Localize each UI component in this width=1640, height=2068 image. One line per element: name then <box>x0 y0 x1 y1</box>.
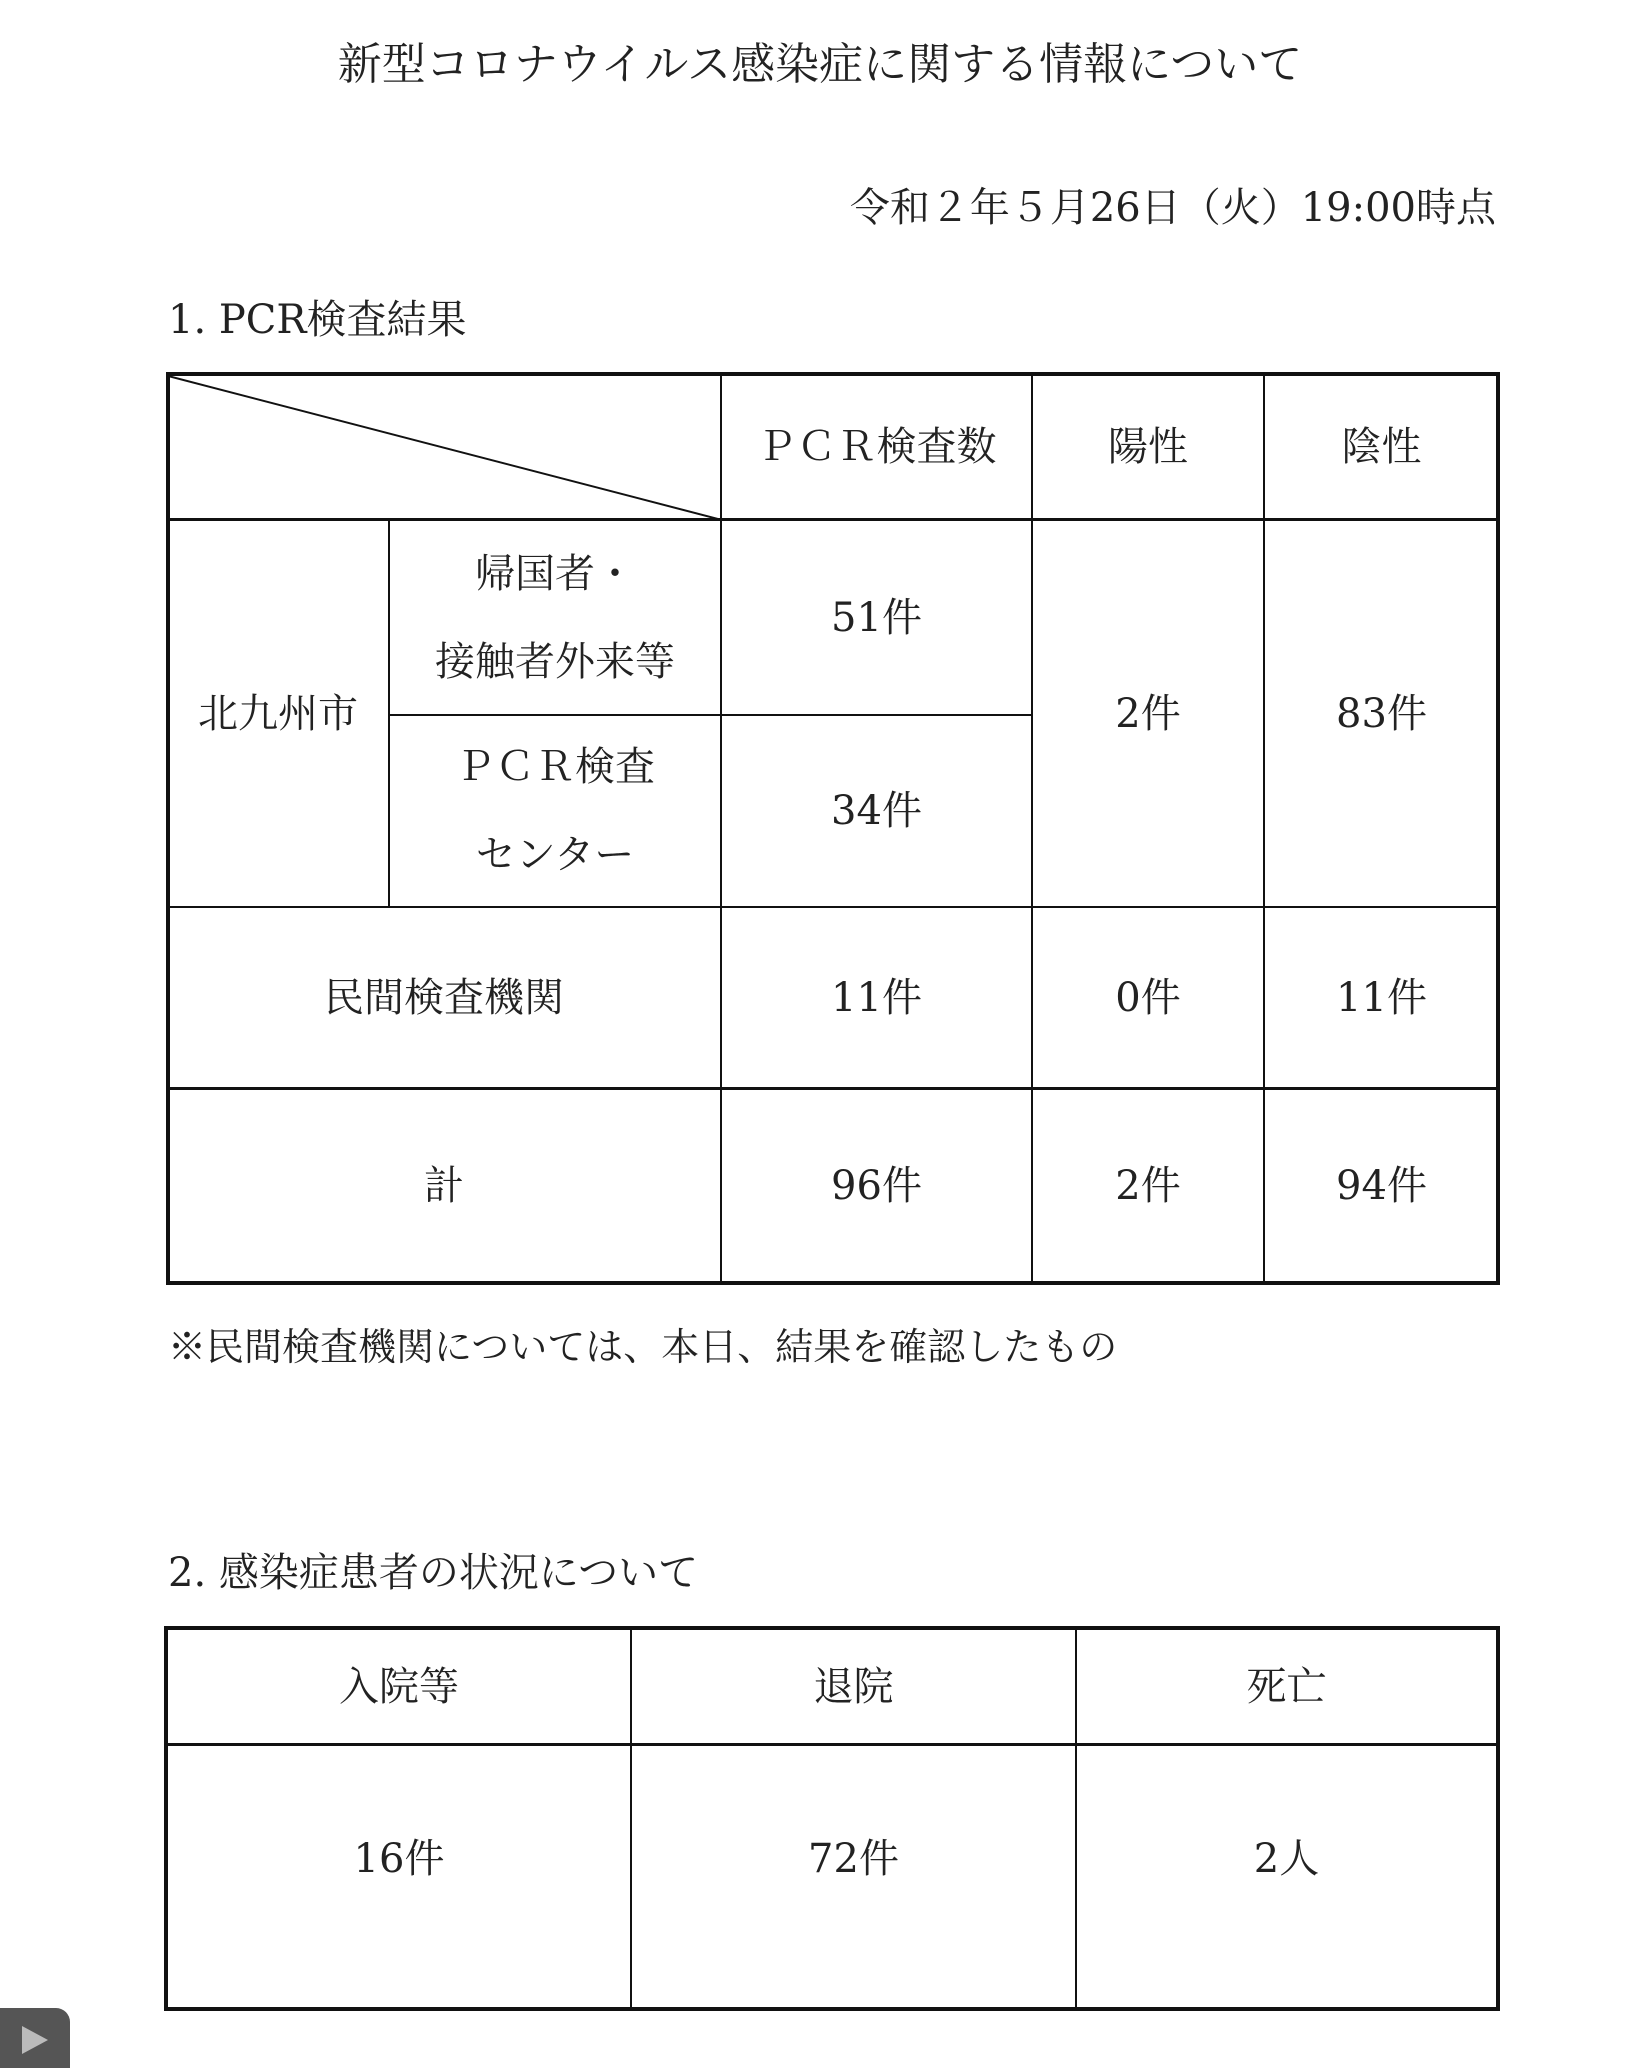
section2-heading: 2. 感染症患者の状況について <box>168 1550 699 1596</box>
kitakyushu-positive: 2件 <box>1115 691 1181 737</box>
total-tests: 96件 <box>831 1163 922 1209</box>
label-line: 帰国者・ <box>475 550 635 597</box>
label-line: ＰＣＲ検査 <box>455 744 655 790</box>
private-negative: 11件 <box>1336 975 1427 1021</box>
header-tests: ＰＣＲ検査数 <box>756 424 997 470</box>
header-positive: 陽性 <box>1108 424 1188 470</box>
report-date: 令和２年５月26日（火）19:00時点 <box>849 185 1496 231</box>
play-button[interactable] <box>0 2008 70 2068</box>
total-positive: 2件 <box>1115 1163 1181 1209</box>
discharged-value: 72件 <box>808 1835 899 1882</box>
total-negative: 94件 <box>1336 1163 1427 1209</box>
kitakyushu-negative: 83件 <box>1336 691 1427 737</box>
hospitalized-value: 16件 <box>353 1835 445 1882</box>
label-line: センター <box>475 832 635 878</box>
private-tests: 11件 <box>831 975 922 1021</box>
header-negative: 陰性 <box>1341 424 1422 470</box>
kitakyushu-label: 北九州市 <box>198 691 358 737</box>
header-discharged: 退院 <box>813 1663 894 1710</box>
pcr-center-tests: 34件 <box>831 788 922 834</box>
pcr-center-label <box>390 716 720 906</box>
header-deaths: 死亡 <box>1246 1663 1327 1710</box>
deaths-value: 2人 <box>1253 1835 1320 1882</box>
private-lab-label: 民間検査機関 <box>324 975 564 1021</box>
document-title: 新型コロナウイルス感染症に関する情報について <box>337 39 1303 90</box>
private-lab-note: ※民間検査機関については、本日、結果を確認したもの <box>168 1325 1118 1369</box>
returnee-contact-label <box>390 520 720 715</box>
returnee-tests: 51件 <box>831 594 922 641</box>
total-label: 計 <box>424 1163 464 1209</box>
diagonal-header-line <box>168 374 722 520</box>
play-icon <box>22 2026 48 2054</box>
section1-heading: 1. PCR検査結果 <box>168 297 467 343</box>
header-hospitalized: 入院等 <box>339 1663 459 1710</box>
private-positive: 0件 <box>1115 975 1181 1021</box>
label-line: 接触者外来等 <box>435 638 675 685</box>
